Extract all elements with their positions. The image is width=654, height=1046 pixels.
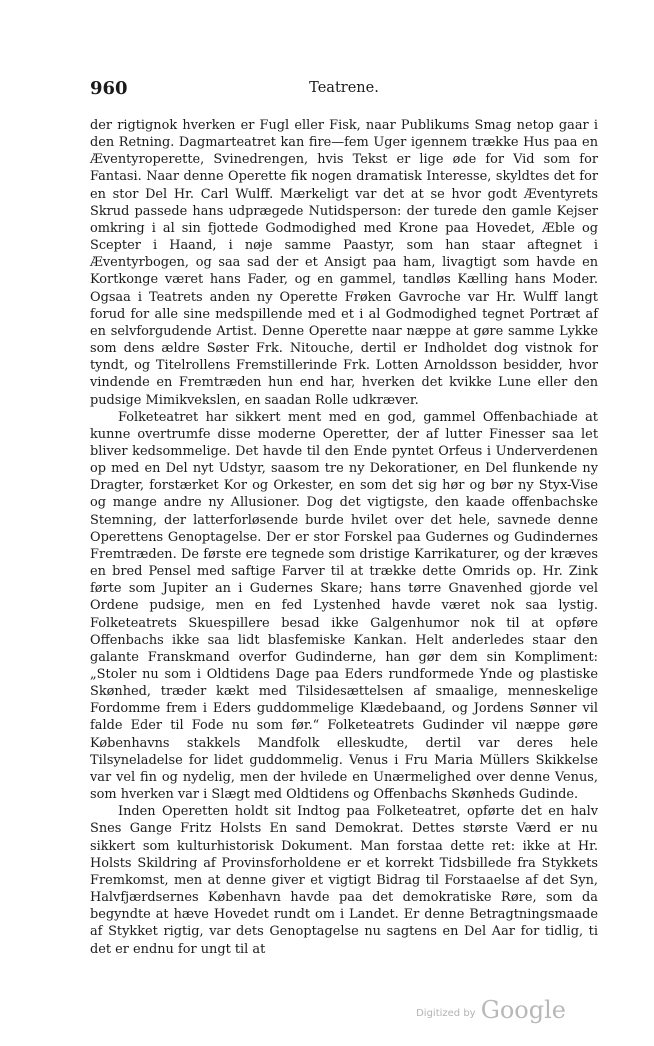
google-logo: Google [480, 996, 566, 1024]
paragraph: Folketeatret har sikkert ment med en god, gammel Offenbachiade at kunne overtrumfe disse moderne Operetter, der af lutter Finesser saa let bliver kedsommelige. Det havde til den Ende pyntet Orfeus i Underverdenen op med en Del nyt Udstyr, saasom tre ny Dekorationer, en Del flunkende ny Dragter, forstærket Kor og Orkester, en som det sig hør og bør ny Styx-Vise og mange andre ny Allusioner. Dog det vigtigste, den kaade offenbachske Stemning, der latterforløsende burde hvilet over det hele, savnede denne Operettens Genoptagelse. Der er stor Forskel paa Gudernes og Gudindernes Fremtræden. De første ere tegnede som dristige Karrikaturer, og der kræves en bred Pensel med saftige Farver til at trække dette Omrids op. Hr. Zink førte som Jupiter an i Gudernes Skare; hans tørre Gnavenhed gjorde vel Ordene pudsige, men en fed Lystenhed havde været nok saa lystig. Folketeatrets Skuespillere besad ikke Galgenhumor nok til at opføre Offenbachs ikke saa lidt blasfemiske Kankan. Helt anderledes staar den galante Franskmand overfor Gudinderne, han gør dem sin Kompliment: „Stoler nu som i Oldtidens Dage paa Eders rundformede Ynde og plastiske Skønhed, træder kækt med Tilsidesættelsen af smaalige, menneskelige Fordomme frem i Eders guddommelige Klædebaand, og Jordens Sønner vil falde Eder til Fode nu som før.“ Folketeatrets Gudinder vil næppe gøre Københavns stakkels Mandfolk elleskudte, dertil var deres hele Tilsyneladelse for lidet guddommelig. Venus i Fru Maria Müllers Skikkelse var vel fin og nydelig, men der hvilede en Unærmelighed over denne Venus, som hverken var i Slægt med Oldtidens og Offenbachs Skønheds Gudinde. [90, 409, 598, 803]
page-number: 960 [90, 78, 128, 99]
page-header [90, 78, 598, 102]
running-head: Teatrene. [309, 80, 379, 96]
digitized-label: Digitized by [416, 1008, 476, 1019]
body-text [90, 117, 598, 958]
paragraph: Inden Operetten holdt sit Indtog paa Folketeatret, opførte det en halv Snes Gange Fritz Holsts En sand Demokrat. Dettes største Værd er nu sikkert som kulturhistorisk Dokument. Man forstaa dette ret: ikke at Hr. Holsts Skildring af Provinsforholdene er et korrekt Tidsbillede fra Stykkets Fremkomst, men at denne giver et vigtigt Bidrag til Forstaaelse af det Syn, Halvfjærdsernes København havde paa det demokratiske Røre, som da begyndte at hæve Hovedet rundt om i Landet. Er denne Betragtningsmaade af Stykket rigtig, var dets Genoptagelse nu sagtens en Del Aar for tidlig, ti det er endnu for ungt til at [90, 804, 598, 957]
paragraph: der rigtignok hverken er Fugl eller Fisk, naar Publikums Smag netop gaar i den Retning. Dagmarteatret kan fire—fem Uger igennem trække Hus paa en Æventyroperette, Svinedrengen, hvis Tekst er lige øde for Vid som for Fantasi. Naar denne Operette fik nogen dramatisk Interesse, skyldtes det for en stor Del Hr. Carl Wulff. Mærkeligt var det at se hvor godt Æventyrets Skrud passede hans udprægede Nutidsperson: der turede den gamle Kejser omkring i al sin fjottede Godmodighed med Krone paa Hovedet, Æble og Scepter i Haand, i nøje samme Paastyr, som han staar aftegnet i Æventyrbogen, og saa sad der et Ansigt paa ham, livagtigt som havde en Kortkonge været hans Fader, og en gammel, tandløs Kælling hans Moder. Ogsaa i Teatrets anden ny Operette Frøken Gavroche var Hr. Wulff langt forud for alle sine medspillende med et i al Godmodighed tegnet Portræt af en selvforgudende Artist. Denne Operette naar næppe at gøre samme Lykke som dens ældre Søster Frk. Nitouche, dertil er Indholdet dog vistnok for tyndt, og Titelrollens Fremstillerinde Frk. Lotten Arnoldsson besidder, hvor vindende en Fremtræden hun end har, hverken det kvikke Lune eller den pudsige Mimikvekslen, en saadan Rolle udkræver. [90, 118, 598, 408]
digitized-watermark [416, 996, 566, 1024]
